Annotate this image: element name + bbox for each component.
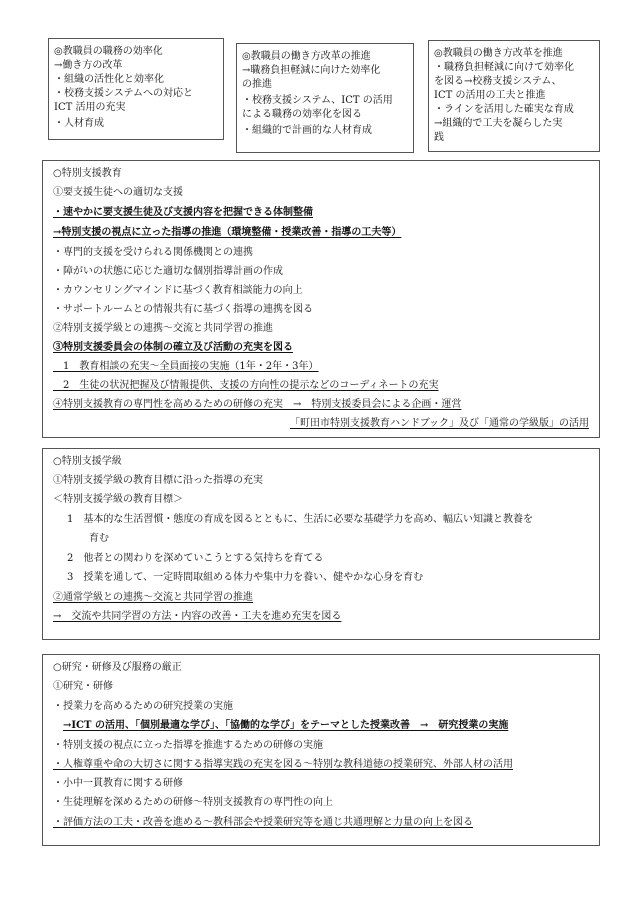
text-line: ・人権尊重や命の大切さに関する指導実践の充実を図る～特別な教科道徳の授業研究、外部人材の活用 [53,759,513,770]
text-line: ①研究・研修 [53,681,113,692]
text-line: ・校務支援システムへの対応と [54,88,193,99]
text-line: ◎教職員の職務の効率化 [54,46,163,57]
text-line: ◎教職員の働き方改革の推進 [242,51,371,62]
text-line: ④特別支援教育の専門性を高めるための研修の充実 → 特別支援委員会による企画・運営 [53,399,462,410]
text-line: →職務負担軽減に向けた効率化 [242,65,381,76]
text-line: 2 他者との関わりを深めていこうとする気持ちを育てる [67,553,324,564]
special-support-box [42,160,600,438]
text-line: ・校務支援システム、ICT の活用 [242,95,393,106]
section-heading: ○特別支援学級 [53,456,122,467]
text-line: ②通常学級との連携～交流と共同学習の推進 [53,592,253,603]
text-line: ・障がいの状態に応じた適切な個別指導計画の作成 [53,266,283,277]
text-line: →働き方の改革 [54,60,123,71]
text-line: ICT 活用の充実 [54,102,126,113]
text-line: ・カウンセリングマインドに基づく教育相談能力の向上 [53,285,303,296]
text-line: →ICT の活用、「個別最適な学び」、「協働的な学び」をテーマとした授業改善 → 研究授業の実施 [63,720,509,731]
text-line: ①要支援生徒への適切な支援 [53,187,183,198]
text-line: 育む [89,533,109,544]
text-line: ・特別支援の視点に立った指導を推進するための研修の実施 [53,740,323,751]
text-line: を図る→校務支援システム、 [434,76,562,87]
text-line: ・専門的支援を受けられる関係機関との連携 [53,247,253,258]
text-line: ◎教職員の働き方改革を推進 [434,48,563,59]
text-line: → 交流や共同学習の方法・内容の改善・工夫を進め充実を図る [53,611,342,622]
text-line: ②特別支援学級との連携～交流と共同学習の推進 [53,323,273,334]
research-box [42,654,600,846]
top-box-1 [48,38,224,140]
text-line: ・生徒理解を深めるための研修～特別支援教育の専門性の向上 [53,797,333,808]
text-line: ③特別支援委員会の体制の確立及び活動の充実を図る [53,342,293,353]
text-line: による職務の効率化を図る [242,109,362,120]
text-line: →組織的で工夫を凝らした実 [434,118,563,129]
text-line: 「町田市特別支援教育ハンドブック」及び「通常の学級版」の活用 [290,418,589,429]
text-line: ・組織的で計画的な人材育成 [242,125,372,136]
section-heading: ○特別支援教育 [53,168,122,179]
text-line: 3 授業を通して、一定時間取組める体力や集中力を養い、健やかな心身を育む [67,572,424,583]
special-class-box [42,448,600,640]
top-box-3 [428,40,600,152]
text-line: ・職務負担軽減に向けて効率化 [434,62,574,73]
text-line: ①特別支援学級の教育目標に沿った指導の充実 [53,475,263,486]
text-line: 践 [434,132,444,143]
text-line: ・授業力を高めるための研究授業の実施 [53,701,233,712]
top-box-2 [236,43,414,153]
text-line: の推進 [242,79,272,90]
text-line: 1 教育相談の充実～全員面接の実施（1年・2年・3年） [53,361,319,372]
section-heading: ○研究・研修及び服務の厳正 [53,662,182,673]
text-line: ・人材育成 [54,118,104,129]
text-line: ・組織の活性化と効率化 [54,74,164,85]
text-line: ・速やかに要支援生徒及び支援内容を把握できる体制整備 [53,207,313,218]
text-line: ・サポートルームとの情報共有に基づく指導の連携を図る [53,304,313,315]
text-line: 1 基本的な生活習慣・態度の育成を図るとともに、生活に必要な基礎学力を高め、幅広い知識と教養を [67,514,533,525]
text-line: →特別支援の視点に立った指導の推進（環境整備・授業改善・指導の工夫等） [53,227,402,238]
text-line: ・小中一貫教育に関する研修 [53,778,183,789]
text-line: ICT の活用の工夫と推進 [434,90,546,101]
text-line: 2 生徒の状況把握及び情報提供、支援の方向性の提示などのコーディネートの充実 [53,380,439,391]
text-line: ・ラインを活用した確実な育成 [434,104,574,115]
text-line: ＜特別支援学級の教育目標＞ [53,494,183,505]
text-line: ・評価方法の工夫・改善を進める～教科部会や授業研究等を通じ共通理解と力量の向上を図る [53,817,473,828]
